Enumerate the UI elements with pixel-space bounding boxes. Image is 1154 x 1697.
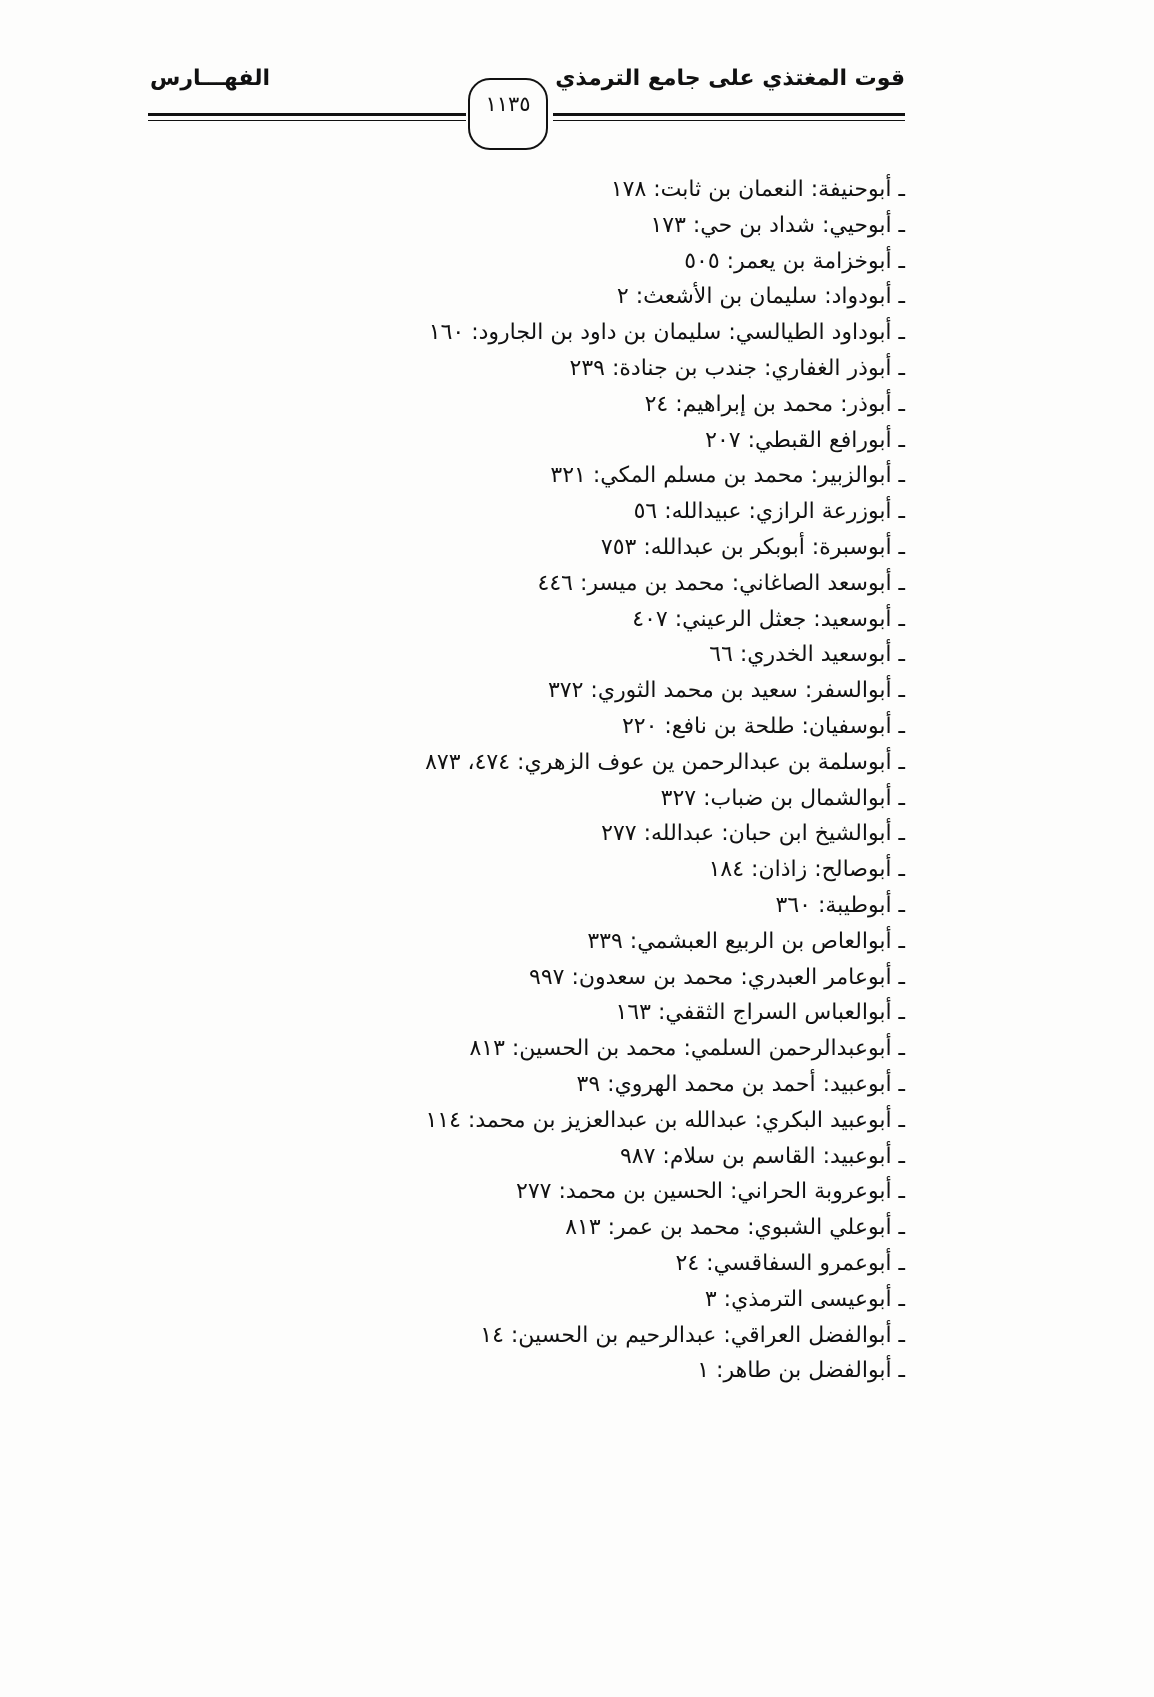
header-rule-right (553, 113, 905, 121)
index-entry: ـ أبوسفيان: طلحة بن نافع: ٢٢٠ (621, 713, 905, 739)
index-entry: ـ أبوطيبة: ٣٦٠ (775, 892, 905, 918)
index-entry: ـ أبوالزبير: محمد بن مسلم المكي: ٣٢١ (550, 463, 905, 489)
index-entry: ـ أبوالفضل العراقي: عبدالرحيم بن الحسين: ١٤ (480, 1322, 905, 1348)
index-entry: ـ أبوسعيد: جعثل الرعيني: ٤٠٧ (632, 606, 905, 632)
page-number-frame (468, 78, 548, 150)
index-entry: ـ أبوالعاص بن الربيع العبشمي: ٣٣٩ (587, 928, 905, 954)
index-entry: ـ أبوعبيد: القاسم بن سلام: ٩٨٧ (619, 1143, 905, 1169)
header-rule-left (148, 113, 466, 121)
index-entry: ـ أبودواد: سليمان بن الأشعث: ٢ (616, 284, 905, 310)
index-entry: ـ أبوسعد الصاغاني: محمد بن ميسر: ٤٤٦ (537, 570, 905, 596)
index-entry: ـ أبوعبدالرحمن السلمي: محمد بن الحسين: ٨١٣ (469, 1036, 905, 1062)
section-title: الفهـــارس (150, 66, 271, 91)
index-entry: ـ أبوداود الطيالسي: سليمان بن داود بن الجارود: ١٦٠ (428, 320, 905, 346)
index-entry: ـ أبوالسفر: سعيد بن محمد الثوري: ٣٧٢ (547, 678, 905, 704)
index-entry: ـ أبوالشيخ ابن حبان: عبدالله: ٢٧٧ (601, 821, 905, 847)
index-entry: ـ أبوسعيد الخدري: ٦٦ (709, 642, 905, 668)
index-entry: ـ أبوعروبة الحراني: الحسين بن محمد: ٢٧٧ (516, 1179, 905, 1205)
index-entry: ـ أبوسلمة بن عبدالرحمن ين عوف الزهري: ٤٧٤، ٨٧٣ (425, 749, 905, 775)
index-entry: ـ أبوذر الغفاري: جندب بن جنادة: ٢٣٩ (569, 355, 905, 381)
index-entries (25, 172, 905, 1389)
index-entry: ـ أبورافع القبطي: ٢٠٧ (705, 427, 905, 453)
index-entry: ـ أبوخزامة بن يعمر: ٥٠٥ (684, 248, 905, 274)
index-entry: ـ أبوحنيفة: النعمان بن ثابت: ١٧٨ (610, 177, 905, 202)
index-entry: ـ أبوعيسى الترمذي: ٣ (704, 1286, 905, 1312)
index-entry: ـ أبوالشمال بن ضباب: ٣٢٧ (660, 785, 905, 811)
index-entry: ـ أبوعبيد البكري: عبدالله بن عبدالعزيز بن محمد: ١١٤ (425, 1107, 905, 1133)
index-entry: ـ أبوعمرو السفاقسي: ٢٤ (675, 1250, 905, 1276)
index-entry: ـ أبوصالح: زاذان: ١٨٤ (708, 857, 905, 883)
index-entry: ـ أبوزرعة الرازي: عبيدالله: ٥٦ (633, 499, 905, 525)
index-entry: ـ أبوعلي الشبوي: محمد بن عمر: ٨١٣ (565, 1215, 905, 1241)
index-entry: ـ أبوالفضل بن طاهر: ١ (697, 1358, 905, 1384)
index-entry: ـ أبوعبيد: أحمد بن محمد الهروي: ٣٩ (576, 1071, 905, 1097)
index-entry: ـ أبوسبرة: أبوبكر بن عبدالله: ٧٥٣ (600, 534, 905, 560)
index-entry: ـ أبوذر: محمد بن إبراهيم: ٢٤ (644, 391, 905, 417)
page-number: ١١٣٥ (485, 92, 531, 116)
index-entry: ـ أبوحيي: شداد بن حي: ١٧٣ (650, 212, 905, 238)
index-entry: ـ أبوالعباس السراج الثقفي: ١٦٣ (615, 1000, 905, 1026)
running-title: قوت المغتذي على جامع الترمذي (555, 66, 905, 91)
index-entry: ـ أبوعامر العبدري: محمد بن سعدون: ٩٩٧ (529, 964, 905, 990)
